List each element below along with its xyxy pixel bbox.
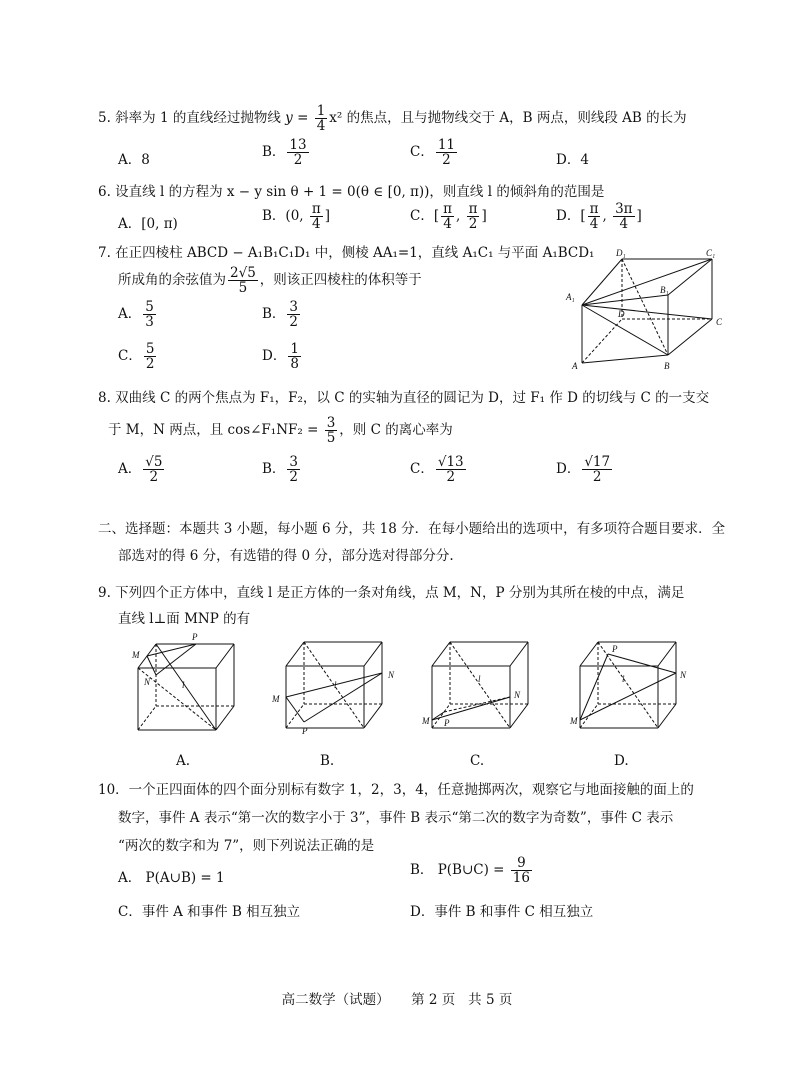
q7-option-c[interactable]: C． $\frac{5}{2}$ — [118, 341, 155, 372]
svg-text:l: l — [182, 680, 185, 690]
svg-text:l: l — [478, 674, 481, 684]
q9-cube-d[interactable] — [566, 630, 696, 740]
svg-text:M: M — [272, 694, 280, 704]
q9-stem-line1: 9. 下列四个正方体中，直线 l 是正方体的一条对角线，点 M，N，P 分别为其所在棱的中点，满足 — [98, 585, 685, 601]
q7-stem-line2: 所成角的余弦值为 $\frac{2√5}{5}$ ，则该正四棱柱的体积等于 — [118, 265, 422, 296]
q8-stem-line2: 于 M，N 两点，且 cos∠F₁NF₂ = $\frac{3}{5}$ ，则 C 的离心率为 — [108, 415, 453, 446]
q7-option-b[interactable]: B． $\frac{3}{2}$ — [262, 299, 299, 330]
q8-option-d[interactable]: D． $\frac{√17}{2}$ — [556, 454, 611, 485]
q6-option-d[interactable]: D．[ $\frac{\pi}{4}$ , $\frac{3\pi}{4}$ ] — [556, 201, 642, 232]
q6-option-c[interactable]: C．[ $\frac{\pi}{4}$ , $\frac{\pi}{2}$ ] — [410, 201, 487, 232]
q9-label-b: B. — [320, 753, 335, 769]
q6-option-b[interactable]: B．(0, $\frac{\pi}{4}$ ] — [262, 201, 331, 232]
q9-label-d: D. — [614, 753, 629, 769]
svg-text:N: N — [144, 677, 151, 687]
q7-option-a[interactable]: A． $\frac{5}{3}$ — [118, 299, 154, 330]
svg-text:P: P — [192, 632, 198, 642]
q10-option-a[interactable]: A． P(A∪B) = 1 — [118, 870, 225, 886]
q9-label-a: A. — [176, 753, 191, 769]
q10-option-b[interactable]: B． P(B∪C) = $\frac{9}{16}$ — [410, 855, 530, 886]
label-a: A — [572, 361, 578, 371]
q5-option-b[interactable]: B． $\frac{13}{2}$ — [262, 137, 307, 168]
svg-text:P: P — [302, 726, 308, 736]
q6-stem: 6. 设直线 l 的方程为 x − y sin θ + 1 = 0(θ ∈ [0, π))，则直线 l 的倾斜角的范围是 — [98, 184, 605, 200]
q10-stem-line1: 10．一个正四面体的四个面分别标有数字 1，2，3，4，任意抛掷两次，观察它与地面接触的面上的 — [98, 782, 694, 798]
label-c1: C₁ — [706, 248, 716, 258]
svg-text:P: P — [444, 718, 450, 728]
label-d1: D₁ — [616, 248, 626, 258]
page-footer: 高二数学（试题） 第 2 页 共 5 页 — [281, 992, 513, 1008]
svg-text:P: P — [612, 644, 618, 654]
q7-stem-line1: 7. 在正四棱柱 ABCD − A₁B₁C₁D₁ 中，侧棱 AA₁=1，直线 A₁C₁ 与平面 A₁BCD₁ — [98, 245, 595, 261]
svg-text:l: l — [334, 680, 337, 690]
q10-option-c[interactable]: C．事件 A 和事件 B 相互独立 — [118, 904, 301, 920]
svg-text:l: l — [622, 674, 625, 684]
q9-stem-line2: 直线 l⊥面 MNP 的有 — [118, 611, 251, 627]
q9-cube-c[interactable] — [420, 630, 540, 740]
q8-stem-line1: 8. 双曲线 C 的两个焦点为 F₁，F₂，以 C 的实轴为直径的圆记为 D，过 F₁ 作 D 的切线与 C 的一支交 — [98, 390, 710, 406]
q5-frac: $\frac{1}{4}$ — [316, 103, 326, 134]
q5-option-d[interactable]: D．4 — [556, 152, 589, 168]
q9-label-c: C. — [470, 753, 485, 769]
q7-option-d[interactable]: D． $\frac{1}{8}$ — [262, 341, 299, 372]
svg-text:M: M — [422, 716, 430, 726]
q10-stem-line3: “两次的数字和为 7”，则下列说法正确的是 — [118, 838, 375, 854]
svg-text:N: N — [388, 670, 395, 680]
q10-stem-line2: 数字，事件 A 表示“第一次的数字小于 3”，事件 B 表示“第二次的数字为奇数”，事件 C 表示 — [118, 810, 674, 826]
q8-option-c[interactable]: C． $\frac{√13}{2}$ — [410, 454, 464, 485]
svg-text:N: N — [680, 670, 687, 680]
label-a1: A₁ — [566, 292, 575, 302]
label-d: D — [618, 309, 625, 319]
label-b1: B₁ — [660, 285, 669, 295]
q9-cube-b[interactable] — [270, 630, 400, 740]
q5-stem: 5. 斜率为 1 的直线经过抛物线 y = $\frac{1}{4}$ x² 的焦点，且与抛物线交于 A，B 两点，则线段 AB 的长为 — [98, 103, 687, 134]
label-c: C — [716, 317, 723, 327]
svg-text:M: M — [570, 716, 578, 726]
q5-option-a[interactable]: A．8 — [118, 152, 150, 168]
svg-text:M: M — [132, 650, 140, 660]
svg-text:N: N — [514, 690, 521, 700]
q7-prism-figure — [560, 245, 730, 375]
q8-option-b[interactable]: B． $\frac{3}{2}$ — [262, 454, 299, 485]
label-b: B — [664, 361, 670, 371]
q5-option-c[interactable]: C． $\frac{11}{2}$ — [410, 137, 456, 168]
q6-option-a[interactable]: A．[0, π) — [118, 216, 178, 232]
q9-cube-a[interactable] — [126, 630, 246, 740]
section2-instructions-line2: 部选对的得 6 分，有选错的得 0 分，部分选对得部分分. — [118, 548, 454, 564]
q10-option-d[interactable]: D．事件 B 和事件 C 相互独立 — [410, 904, 594, 920]
section2-instructions-line1: 二、选择题：本题共 3 小题，每小题 6 分，共 18 分．在每小题给出的选项中，有多项符合题目要求．全 — [98, 521, 726, 537]
q8-option-a[interactable]: A． $\frac{√5}{2}$ — [118, 454, 163, 485]
